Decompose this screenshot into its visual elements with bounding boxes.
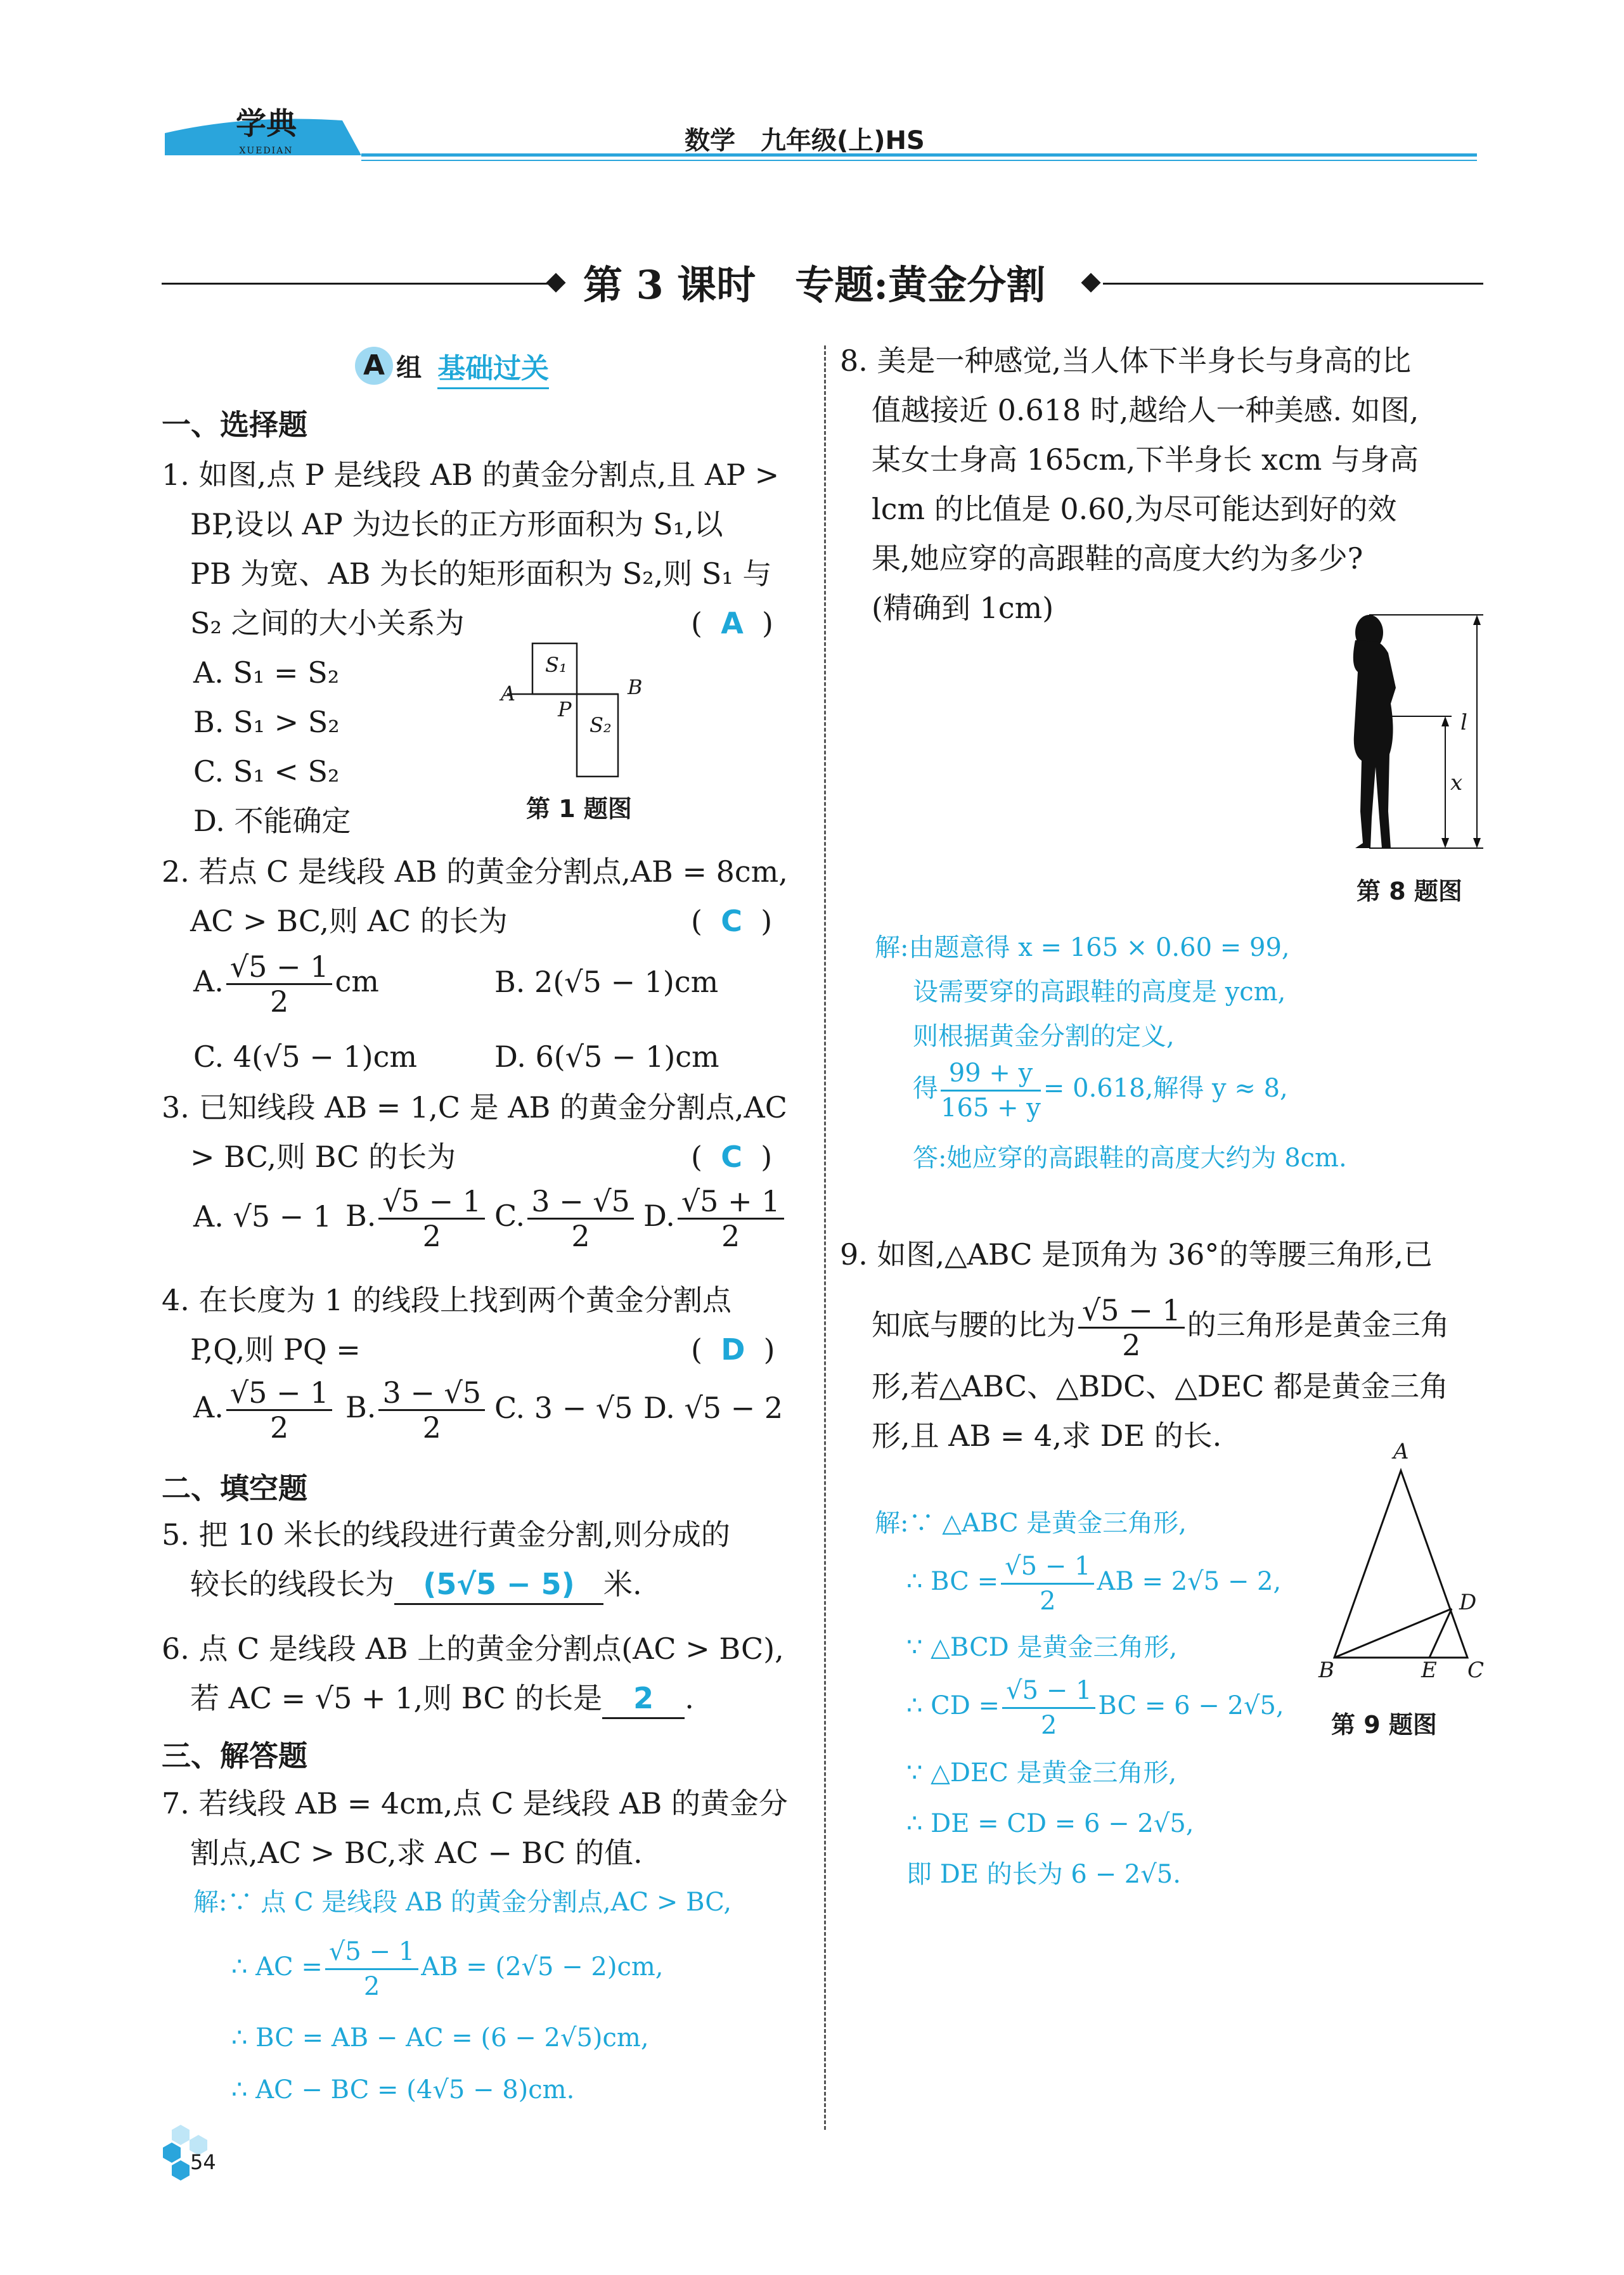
q8-solution-4-frac	[941, 1057, 1041, 1125]
q3-answer-bracket: ( C )	[691, 1140, 773, 1174]
q9-solution-4-num: √5 − 1	[1002, 1674, 1095, 1709]
logo-text: 学典	[235, 106, 297, 141]
q9-solution-4	[906, 1671, 1284, 1742]
q6-line2	[190, 1673, 694, 1723]
q9-solution-4-pre: ∴ CD =	[906, 1691, 1000, 1720]
q8-line2: 值越接近 0.618 时,越给人一种美感. 如图,	[872, 393, 1419, 427]
q2-answer-bracket: ( C )	[691, 904, 773, 938]
q4-option-a-num: √5 − 1	[226, 1376, 333, 1411]
q1-line1: 1. 如图,点 P 是线段 AB 的黄金分割点,且 AP >	[162, 458, 780, 492]
q3-option-b-num: √5 − 1	[378, 1185, 485, 1220]
q9-fig-a: A	[1393, 1439, 1409, 1464]
q2-option-d: D. 6(√5 − 1)cm	[494, 1040, 719, 1074]
q8-line1: 8. 美是一种感觉,当人体下半身长与身高的比	[840, 344, 1412, 378]
q3-answer: C	[721, 1140, 742, 1174]
q4-option-d: D. √5 − 2	[643, 1391, 783, 1425]
q6-line2-post: .	[685, 1681, 694, 1715]
q4-line1: 4. 在长度为 1 的线段上找到两个黄金分割点	[162, 1283, 732, 1317]
q1-fig-caption: 第 1 题图	[526, 795, 632, 823]
q3-line1: 3. 已知线段 AB = 1,C 是 AB 的黄金分割点,AC	[162, 1090, 787, 1125]
q1-line3: PB 为宽、AB 为长的矩形面积为 S₂,则 S₁ 与	[190, 557, 772, 591]
q3-option-d-num: √5 + 1	[678, 1185, 784, 1220]
q8-solution-1: 解:由题意得 x = 165 × 0.60 = 99,	[875, 933, 1290, 962]
section-fill: 二、填空题	[162, 1471, 307, 1505]
q8-line3: 某女士身高 165cm,下半身长 xcm 与身高	[872, 442, 1419, 477]
diamond-right-icon	[1081, 273, 1100, 292]
q6-answer: 2	[633, 1681, 654, 1715]
diamond-left-icon	[546, 273, 565, 292]
q7-solution-2-frac	[325, 1935, 418, 2003]
q2-option-a-unit: cm	[335, 964, 379, 998]
q9-line2-den: 2	[1122, 1327, 1141, 1362]
q8-solution-4-den: 165 + y	[941, 1093, 1041, 1123]
q4-option-c: C. 3 − √5	[494, 1391, 633, 1425]
q3-line2: > BC,则 BC 的长为	[190, 1140, 456, 1174]
q7-solution-4: ∴ AC − BC = (4√5 − 8)cm.	[231, 2075, 575, 2104]
q8-figure-drawing	[1325, 609, 1490, 862]
q3-option-d-den: 2	[721, 1218, 740, 1253]
section-choice: 一、选择题	[162, 408, 307, 442]
q2-option-a-frac	[226, 950, 333, 1018]
q6-line1: 6. 点 C 是线段 AB 上的黄金分割点(AC > BC),	[162, 1632, 784, 1666]
q9-solution-4-den: 2	[1041, 1710, 1057, 1740]
q9-line2	[872, 1287, 1450, 1363]
q1-figure-drawing	[501, 640, 666, 792]
q1-answer-bracket: ( A )	[691, 606, 774, 640]
q1-option-b: B. S₁ > S₂	[193, 705, 340, 739]
q4-option-a-den: 2	[270, 1410, 289, 1445]
q8-fig-caption: 第 8 题图	[1357, 877, 1462, 905]
q1-fig-s2: S₂	[590, 713, 612, 737]
q7-solution-2	[231, 1932, 664, 2003]
q4-answer-bracket: ( D )	[691, 1332, 775, 1367]
q8-line6: (精确到 1cm)	[872, 591, 1054, 625]
q9-line2-frac	[1078, 1294, 1185, 1362]
lesson-title-rule-left	[162, 283, 548, 285]
group-suffix: 组	[396, 353, 422, 383]
q4-option-a	[193, 1369, 335, 1445]
subject-title: 数学 九年级(上)HS	[685, 126, 925, 155]
section-solve: 三、解答题	[162, 1739, 307, 1773]
q9-solution-7: 即 DE 的长为 6 − 2√5.	[906, 1860, 1181, 1889]
group-badge	[355, 345, 549, 390]
q9-fig-e: E	[1421, 1658, 1437, 1683]
q5-line1: 5. 把 10 米长的线段进行黄金分割,则分成的	[162, 1518, 730, 1552]
q3-option-d-frac	[678, 1185, 784, 1253]
q5-line2-pre: 较长的线段长为	[190, 1567, 394, 1601]
q9-fig-d: D	[1459, 1590, 1477, 1615]
q1-line2: BP,设以 AP 为边长的正方形面积为 S₁,以	[190, 507, 723, 541]
q4-option-b-num: 3 − √5	[378, 1376, 485, 1411]
q8-line4: lcm 的比值是 0.60,为尽可能达到好的效	[872, 492, 1397, 526]
q8-figure	[1325, 609, 1490, 862]
q3-option-d-label: D.	[643, 1199, 675, 1233]
lesson-title: 第 3 课时 专题:黄金分割	[583, 262, 1046, 308]
q3-option-c-den: 2	[571, 1218, 590, 1253]
q8-solution-4	[913, 1052, 1288, 1125]
q9-solution-4-frac	[1002, 1674, 1095, 1742]
q7-solution-1: 解:∵ 点 C 是线段 AB 的黄金分割点,AC > BC,	[193, 1888, 732, 1917]
q4-answer: D	[721, 1332, 745, 1367]
q2-line2: AC > BC,则 AC 的长为	[190, 904, 508, 938]
q4-option-a-label: A.	[193, 1390, 224, 1424]
q8-line5: 果,她应穿的高跟鞋的高度大约为多少?	[872, 541, 1363, 576]
q1-fig-b: B	[628, 675, 643, 699]
q9-line2-pre: 知底与腰的比为	[872, 1308, 1076, 1342]
q9-figure	[1306, 1439, 1490, 1692]
q9-fig-c: C	[1467, 1658, 1485, 1683]
q3-option-b-frac	[378, 1185, 485, 1253]
q2-option-a	[193, 943, 379, 1019]
q4-option-b-frac	[378, 1376, 485, 1444]
q9-line2-num: √5 − 1	[1078, 1294, 1185, 1329]
q8-fig-l: l	[1460, 710, 1467, 735]
q9-line3: 形,若△ABC、△BDC、△DEC 都是黄金三角	[872, 1369, 1448, 1403]
q4-option-b-den: 2	[422, 1410, 441, 1445]
q8-solution-2: 设需要穿的高跟鞋的高度是 ycm,	[913, 977, 1286, 1007]
q5-line2	[190, 1559, 642, 1609]
q8-solution-5: 答:她应穿的高跟鞋的高度大约为 8cm.	[913, 1144, 1347, 1173]
q2-option-c: C. 4(√5 − 1)cm	[193, 1040, 417, 1074]
q9-fig-b: B	[1318, 1658, 1334, 1683]
woman-silhouette-icon	[1353, 615, 1396, 848]
q1-answer: A	[721, 606, 744, 640]
q1-fig-a: A	[501, 681, 516, 706]
q6-answer-blank	[602, 1679, 685, 1719]
q7-solution-3: ∴ BC = AB − AC = (6 − 2√5)cm,	[231, 2023, 649, 2053]
q4-option-b	[345, 1369, 487, 1445]
q1-option-a: A. S₁ = S₂	[193, 655, 340, 690]
q9-solution-1: 解:∵ △ABC 是黄金三角形,	[875, 1509, 1187, 1538]
q9-solution-2-post: AB = 2√5 − 2,	[1097, 1567, 1282, 1596]
q9-solution-2-frac	[1001, 1550, 1094, 1618]
q9-line2-post: 的三角形是黄金三角	[1187, 1308, 1450, 1342]
q7-solution-2-pre: ∴ AC =	[231, 1952, 323, 1982]
q3-option-b	[345, 1178, 487, 1254]
q1-line4: S₂ 之间的大小关系为	[190, 606, 465, 640]
page-number: 54	[190, 2150, 216, 2174]
q3-option-b-den: 2	[422, 1218, 441, 1253]
q5-answer-blank	[394, 1565, 603, 1605]
group-label: 基础过关	[437, 352, 549, 389]
q4-option-a-frac	[226, 1376, 333, 1444]
q5-line2-post: 米.	[603, 1567, 642, 1601]
q3-option-c	[494, 1178, 636, 1254]
q9-solution-2-pre: ∴ BC =	[906, 1567, 999, 1596]
q3-option-d	[643, 1178, 787, 1254]
q9-solution-5: ∵ △DEC 是黄金三角形,	[906, 1758, 1177, 1788]
q4-option-b-label: B.	[345, 1390, 377, 1424]
q9-solution-4-post: BC = 6 − 2√5,	[1098, 1691, 1284, 1720]
q9-fig-caption: 第 9 题图	[1331, 1711, 1437, 1739]
q2-line1: 2. 若点 C 是线段 AB 的黄金分割点,AB = 8cm,	[162, 854, 788, 889]
q2-option-a-label: A.	[193, 964, 224, 998]
q1-option-c: C. S₁ < S₂	[193, 754, 340, 789]
group-letter: A	[355, 347, 393, 385]
q9-solution-2	[906, 1547, 1281, 1618]
q9-line4: 形,且 AB = 4,求 DE 的长.	[872, 1419, 1222, 1453]
q7-solution-2-num: √5 − 1	[325, 1935, 418, 1970]
q8-solution-4-num: 99 + y	[941, 1057, 1041, 1092]
q3-option-c-frac	[527, 1185, 634, 1253]
q2-option-a-den: 2	[270, 984, 289, 1019]
q7-solution-2-post: AB = (2√5 − 2)cm,	[421, 1952, 664, 1982]
q9-line1: 9. 如图,△ABC 是顶角为 36°的等腰三角形,已	[840, 1237, 1433, 1272]
q2-option-a-num: √5 − 1	[226, 950, 333, 985]
q9-solution-2-num: √5 − 1	[1001, 1550, 1094, 1585]
q1-figure	[501, 640, 666, 792]
logo-subtext: XUEDIAN	[239, 146, 293, 156]
q3-option-c-num: 3 − √5	[527, 1185, 634, 1220]
q7-line2: 割点,AC > BC,求 AC − BC 的值.	[190, 1836, 643, 1870]
q1-fig-s1: S₁	[545, 653, 567, 677]
q8-fig-x: x	[1450, 770, 1463, 796]
logo	[203, 101, 330, 177]
q1-fig-p: P	[558, 697, 572, 721]
lesson-title-rule-right	[1103, 283, 1483, 285]
q9-solution-2-den: 2	[1040, 1586, 1056, 1616]
q9-figure-drawing	[1306, 1452, 1490, 1692]
q9-solution-6: ∴ DE = CD = 6 − 2√5,	[906, 1809, 1194, 1838]
q6-line2-pre: 若 AC = √5 + 1,则 BC 的长是	[190, 1681, 603, 1715]
q7-solution-2-den: 2	[363, 1971, 380, 2001]
q1-option-d: D. 不能确定	[193, 804, 351, 838]
q3-option-b-label: B.	[345, 1199, 377, 1233]
q8-solution-4-post: = 0.618,解得 y ≈ 8,	[1043, 1074, 1288, 1103]
q2-option-b: B. 2(√5 − 1)cm	[494, 965, 719, 999]
q8-solution-3: 则根据黄金分割的定义,	[913, 1022, 1175, 1051]
q3-option-a: A. √5 − 1	[193, 1199, 332, 1234]
q7-line1: 7. 若线段 AB = 4cm,点 C 是线段 AB 的黄金分	[162, 1786, 788, 1821]
q4-line2: P,Q,则 PQ =	[190, 1332, 361, 1367]
q2-answer: C	[721, 904, 742, 938]
q3-option-c-label: C.	[494, 1199, 525, 1233]
q8-solution-4-pre: 得	[913, 1074, 938, 1103]
q5-answer: (5√5 − 5)	[423, 1567, 575, 1601]
column-divider	[824, 345, 826, 2130]
q9-solution-3: ∵ △BCD 是黄金三角形,	[906, 1633, 1178, 1662]
